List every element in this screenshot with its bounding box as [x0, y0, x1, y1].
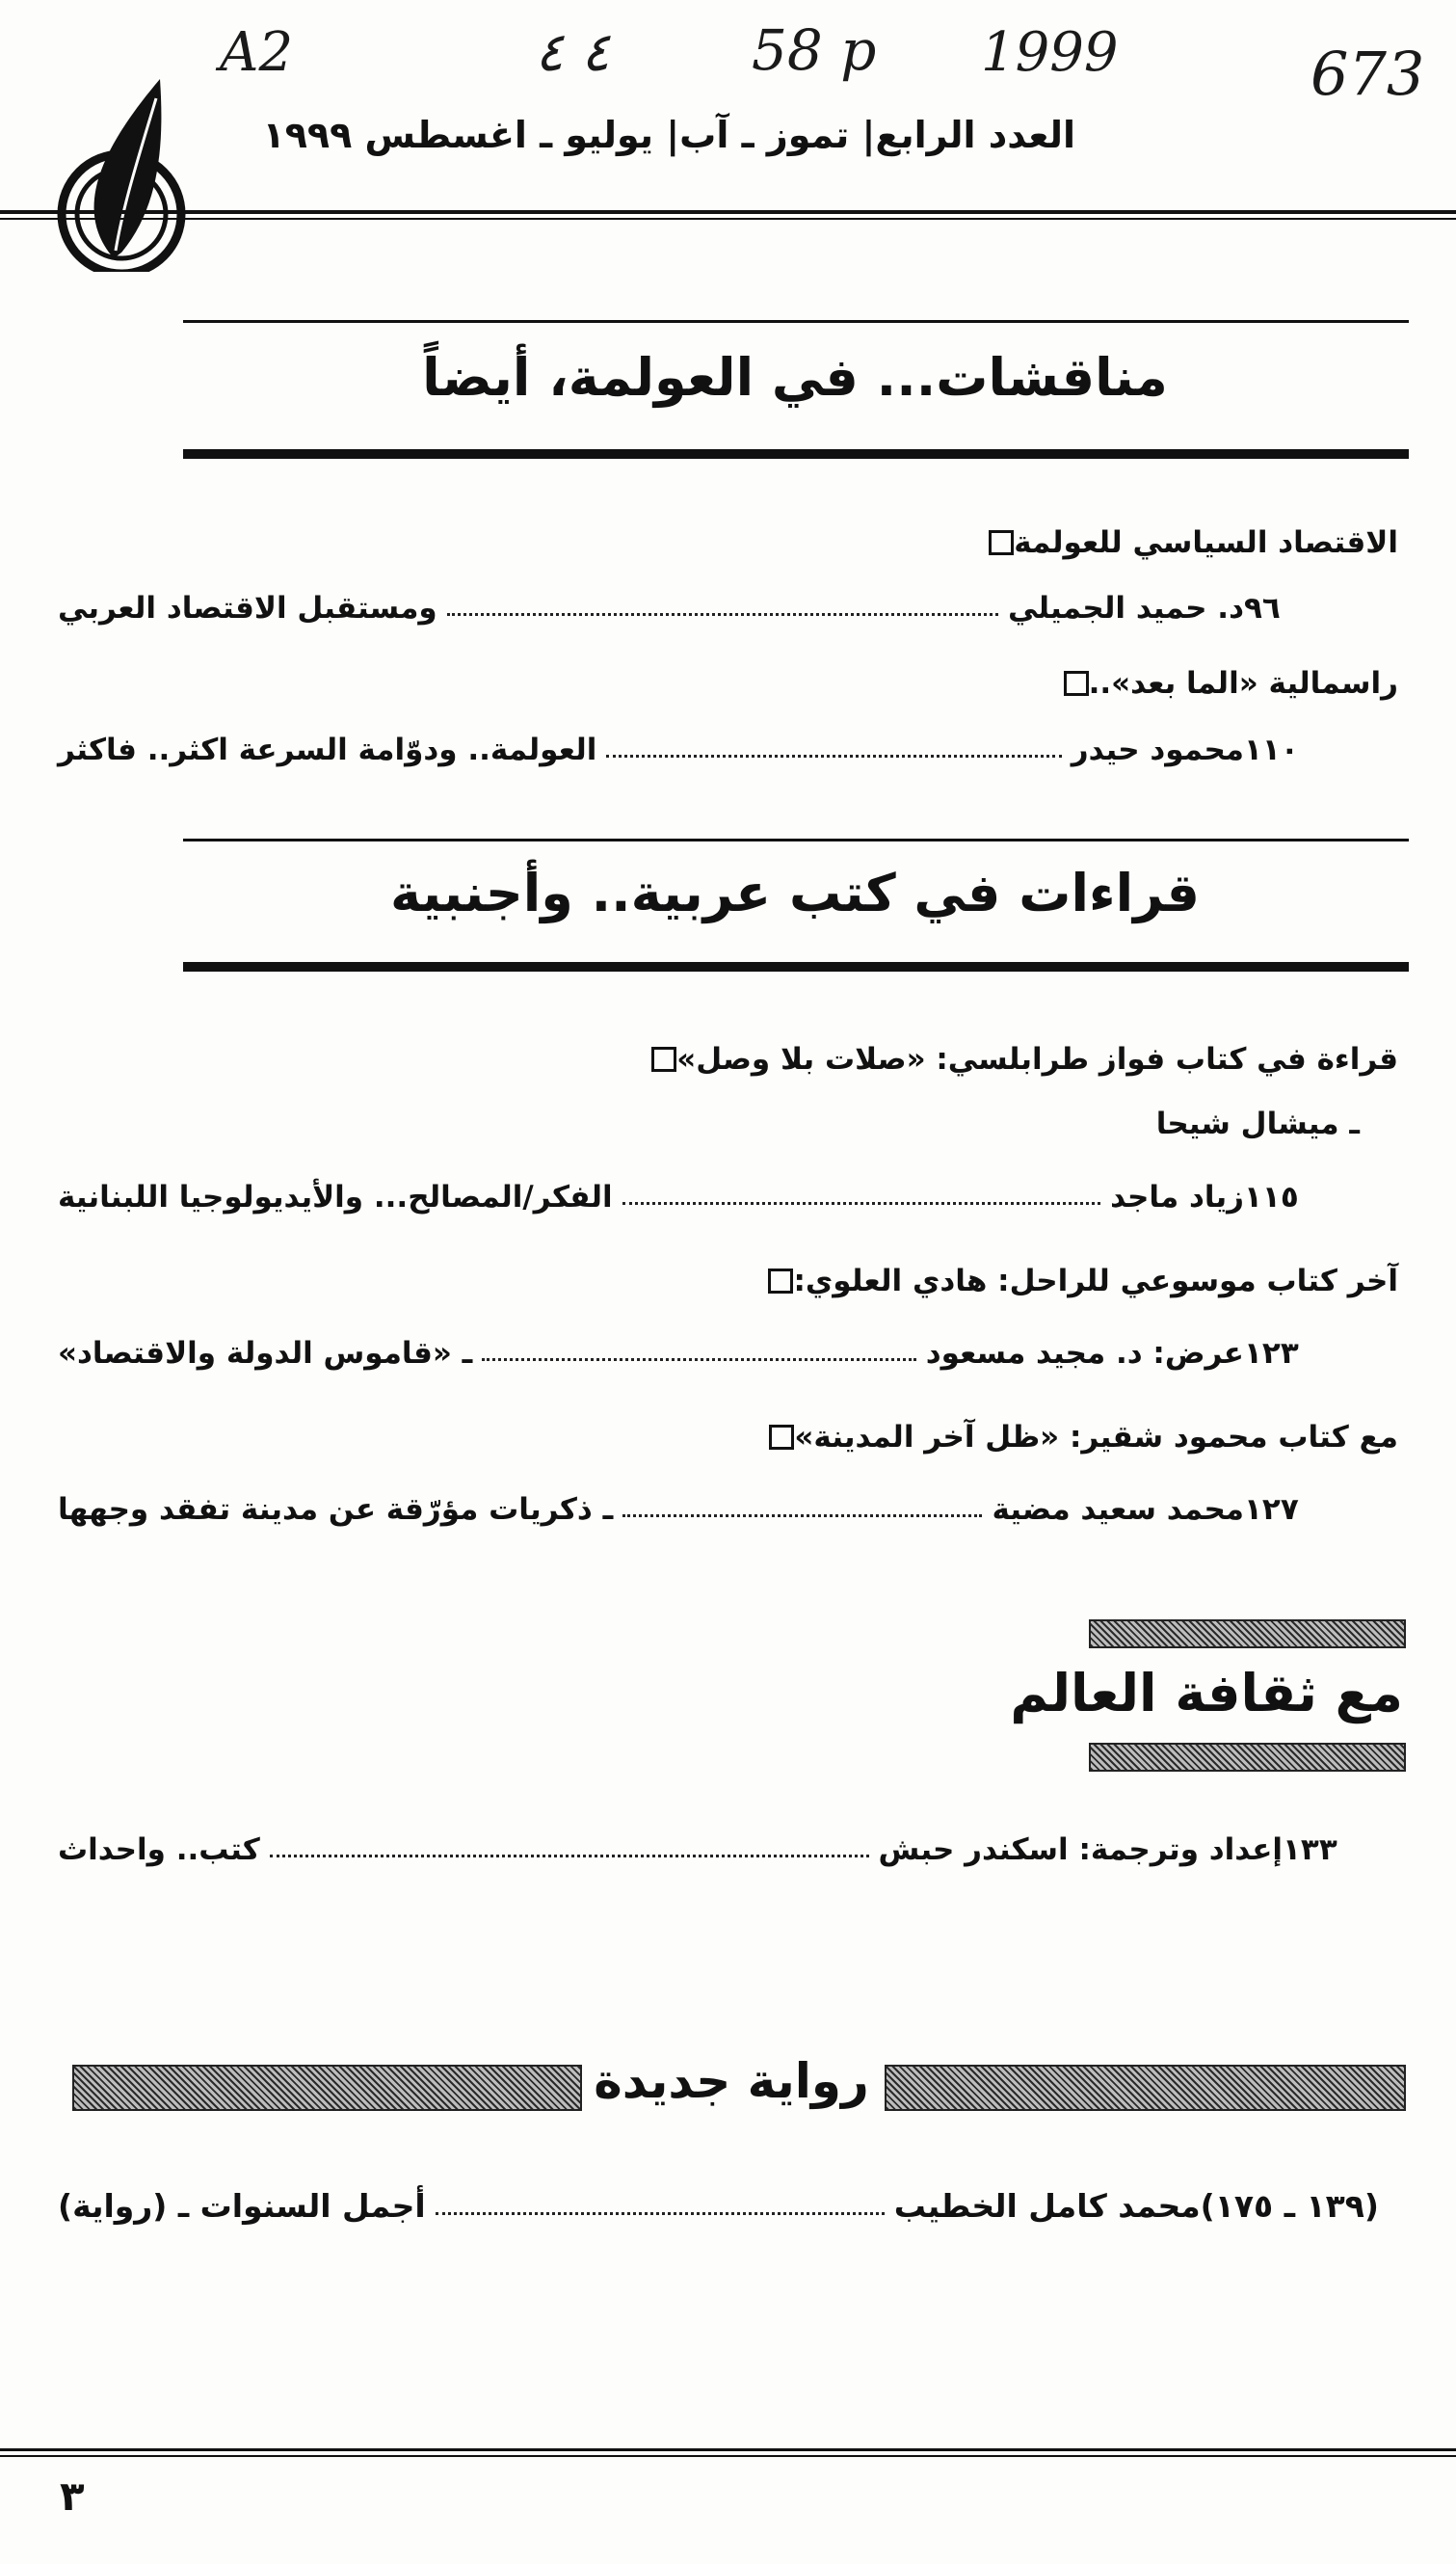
entry-page-number: (١٣٩ ـ ١٧٥)	[1200, 2187, 1379, 2225]
entry-page-number: ٩٦	[1244, 591, 1281, 626]
entry-head-text: قراءة في كتاب فواز طرابلسي: «صلات بلا وصل»	[676, 1042, 1398, 1077]
handwritten-folio: 673	[1310, 39, 1425, 109]
entry-page-number: ١٣٣	[1283, 1832, 1337, 1867]
entry-subhead-text: ـ ميشال شيحا	[1155, 1107, 1360, 1141]
leader-dots	[436, 2212, 885, 2215]
entry-title: كتب.. واحداث	[58, 1832, 260, 1867]
section4-hatch-left	[72, 2065, 582, 2111]
entry-author: محمد سعيد مضية	[992, 1492, 1244, 1527]
entry-head-text: مع كتاب محمود شقير: «ظل آخر المدينة»	[794, 1420, 1398, 1455]
checkbox-icon	[768, 1269, 793, 1294]
toc-entry	[58, 1817, 1398, 1867]
toc-entry-head	[755, 1412, 1398, 1462]
entry-title: الفكر/المصالح... والأيديولوجيا اللبنانية	[58, 1180, 613, 1215]
toc-entry	[58, 575, 1360, 626]
toc-entry-head	[975, 518, 1398, 568]
entry-head-text: آخر كتاب موسوعي للراحل: هادي العلوي:	[793, 1264, 1398, 1298]
entry-head-text: راسمالية «الما بعد»..	[1088, 666, 1398, 701]
leader-dots	[270, 1855, 869, 1857]
leader-dots	[447, 613, 998, 616]
checkbox-icon	[989, 530, 1014, 555]
section3-hatch-top	[1089, 1619, 1406, 1648]
section2-title: قراءات في كتب عربية.. وأجنبية	[389, 863, 1201, 923]
footer-rule-bottom	[0, 2455, 1456, 2457]
toc-entry	[58, 1477, 1360, 1527]
entry-page-number: ١١٠	[1244, 733, 1299, 767]
toc-entry-head	[638, 1034, 1398, 1084]
toc-entry-subhead	[1156, 1099, 1360, 1149]
leaf-logo-icon	[46, 69, 200, 272]
checkbox-icon	[651, 1047, 676, 1072]
section4-hatch-right	[885, 2065, 1406, 2111]
section2-rule-bottom	[183, 962, 1409, 972]
header-rule-bottom	[0, 218, 1456, 220]
entry-author: عرض: د. مجيد مسعود	[925, 1336, 1244, 1371]
section2-rule-top	[183, 839, 1409, 841]
handwritten-code-b: ٤ ٤	[535, 21, 610, 84]
checkbox-icon	[769, 1425, 794, 1450]
entry-head-text: الاقتصاد السياسي للعولمة	[1014, 525, 1398, 560]
section3-title: مع ثقافة العالم	[1010, 1663, 1403, 1723]
toc-entry	[58, 1164, 1360, 1215]
header-rule-top	[0, 210, 1456, 214]
entry-page-number: ١١٥	[1244, 1180, 1299, 1215]
page-number: ٣	[60, 2472, 85, 2520]
checkbox-icon	[1064, 671, 1089, 696]
section4-title: رواية جديدة	[594, 2053, 869, 2109]
leader-dots	[622, 1202, 1100, 1205]
footer-rule-top	[0, 2448, 1456, 2451]
entry-author: إعداد وترجمة: اسكندر حبش	[878, 1832, 1283, 1867]
toc-entry	[58, 2175, 1398, 2225]
section1-title: مناقشات... في العولمة، أيضاً	[422, 347, 1168, 408]
entry-author: زياد ماجد	[1110, 1180, 1244, 1215]
entry-page-number: ١٢٧	[1244, 1492, 1299, 1527]
entry-author: محمد كامل الخطيب	[893, 2187, 1201, 2225]
toc-entry-head	[754, 1256, 1398, 1306]
issue-line: العدد الرابع| تموز ـ آب| يوليو ـ اغسطس ١٩٩٩	[262, 114, 1075, 156]
entry-author: د. حميد الجميلي	[1007, 591, 1244, 626]
entry-title: ومستقبل الاقتصاد العربي	[58, 591, 437, 626]
toc-entry-head	[1050, 658, 1398, 708]
handwritten-code-c: 58 p	[752, 17, 877, 83]
entry-title: ـ «قاموس الدولة والاقتصاد»	[58, 1336, 473, 1371]
leader-dots	[482, 1358, 915, 1361]
entry-title: العولمة.. ودوّامة السرعة اكثر.. فاكثر	[58, 733, 597, 767]
handwritten-year: 1999	[981, 21, 1119, 84]
toc-entry	[58, 1321, 1360, 1371]
entry-author: محمود حيدر	[1071, 733, 1244, 767]
toc-entry	[58, 717, 1360, 767]
section3-hatch-bottom	[1089, 1743, 1406, 1772]
handwritten-code-a: A2	[220, 21, 294, 84]
entry-title: أجمل السنوات ـ (رواية)	[58, 2187, 426, 2225]
leader-dots	[622, 1514, 982, 1517]
entry-page-number: ١٢٣	[1244, 1336, 1299, 1371]
leader-dots	[606, 755, 1061, 758]
section1-rule-top	[183, 320, 1409, 323]
section1-rule-bottom	[183, 449, 1409, 459]
entry-title: ـ ذكريات مؤرّقة عن مدينة تفقد وجهها	[58, 1492, 614, 1527]
